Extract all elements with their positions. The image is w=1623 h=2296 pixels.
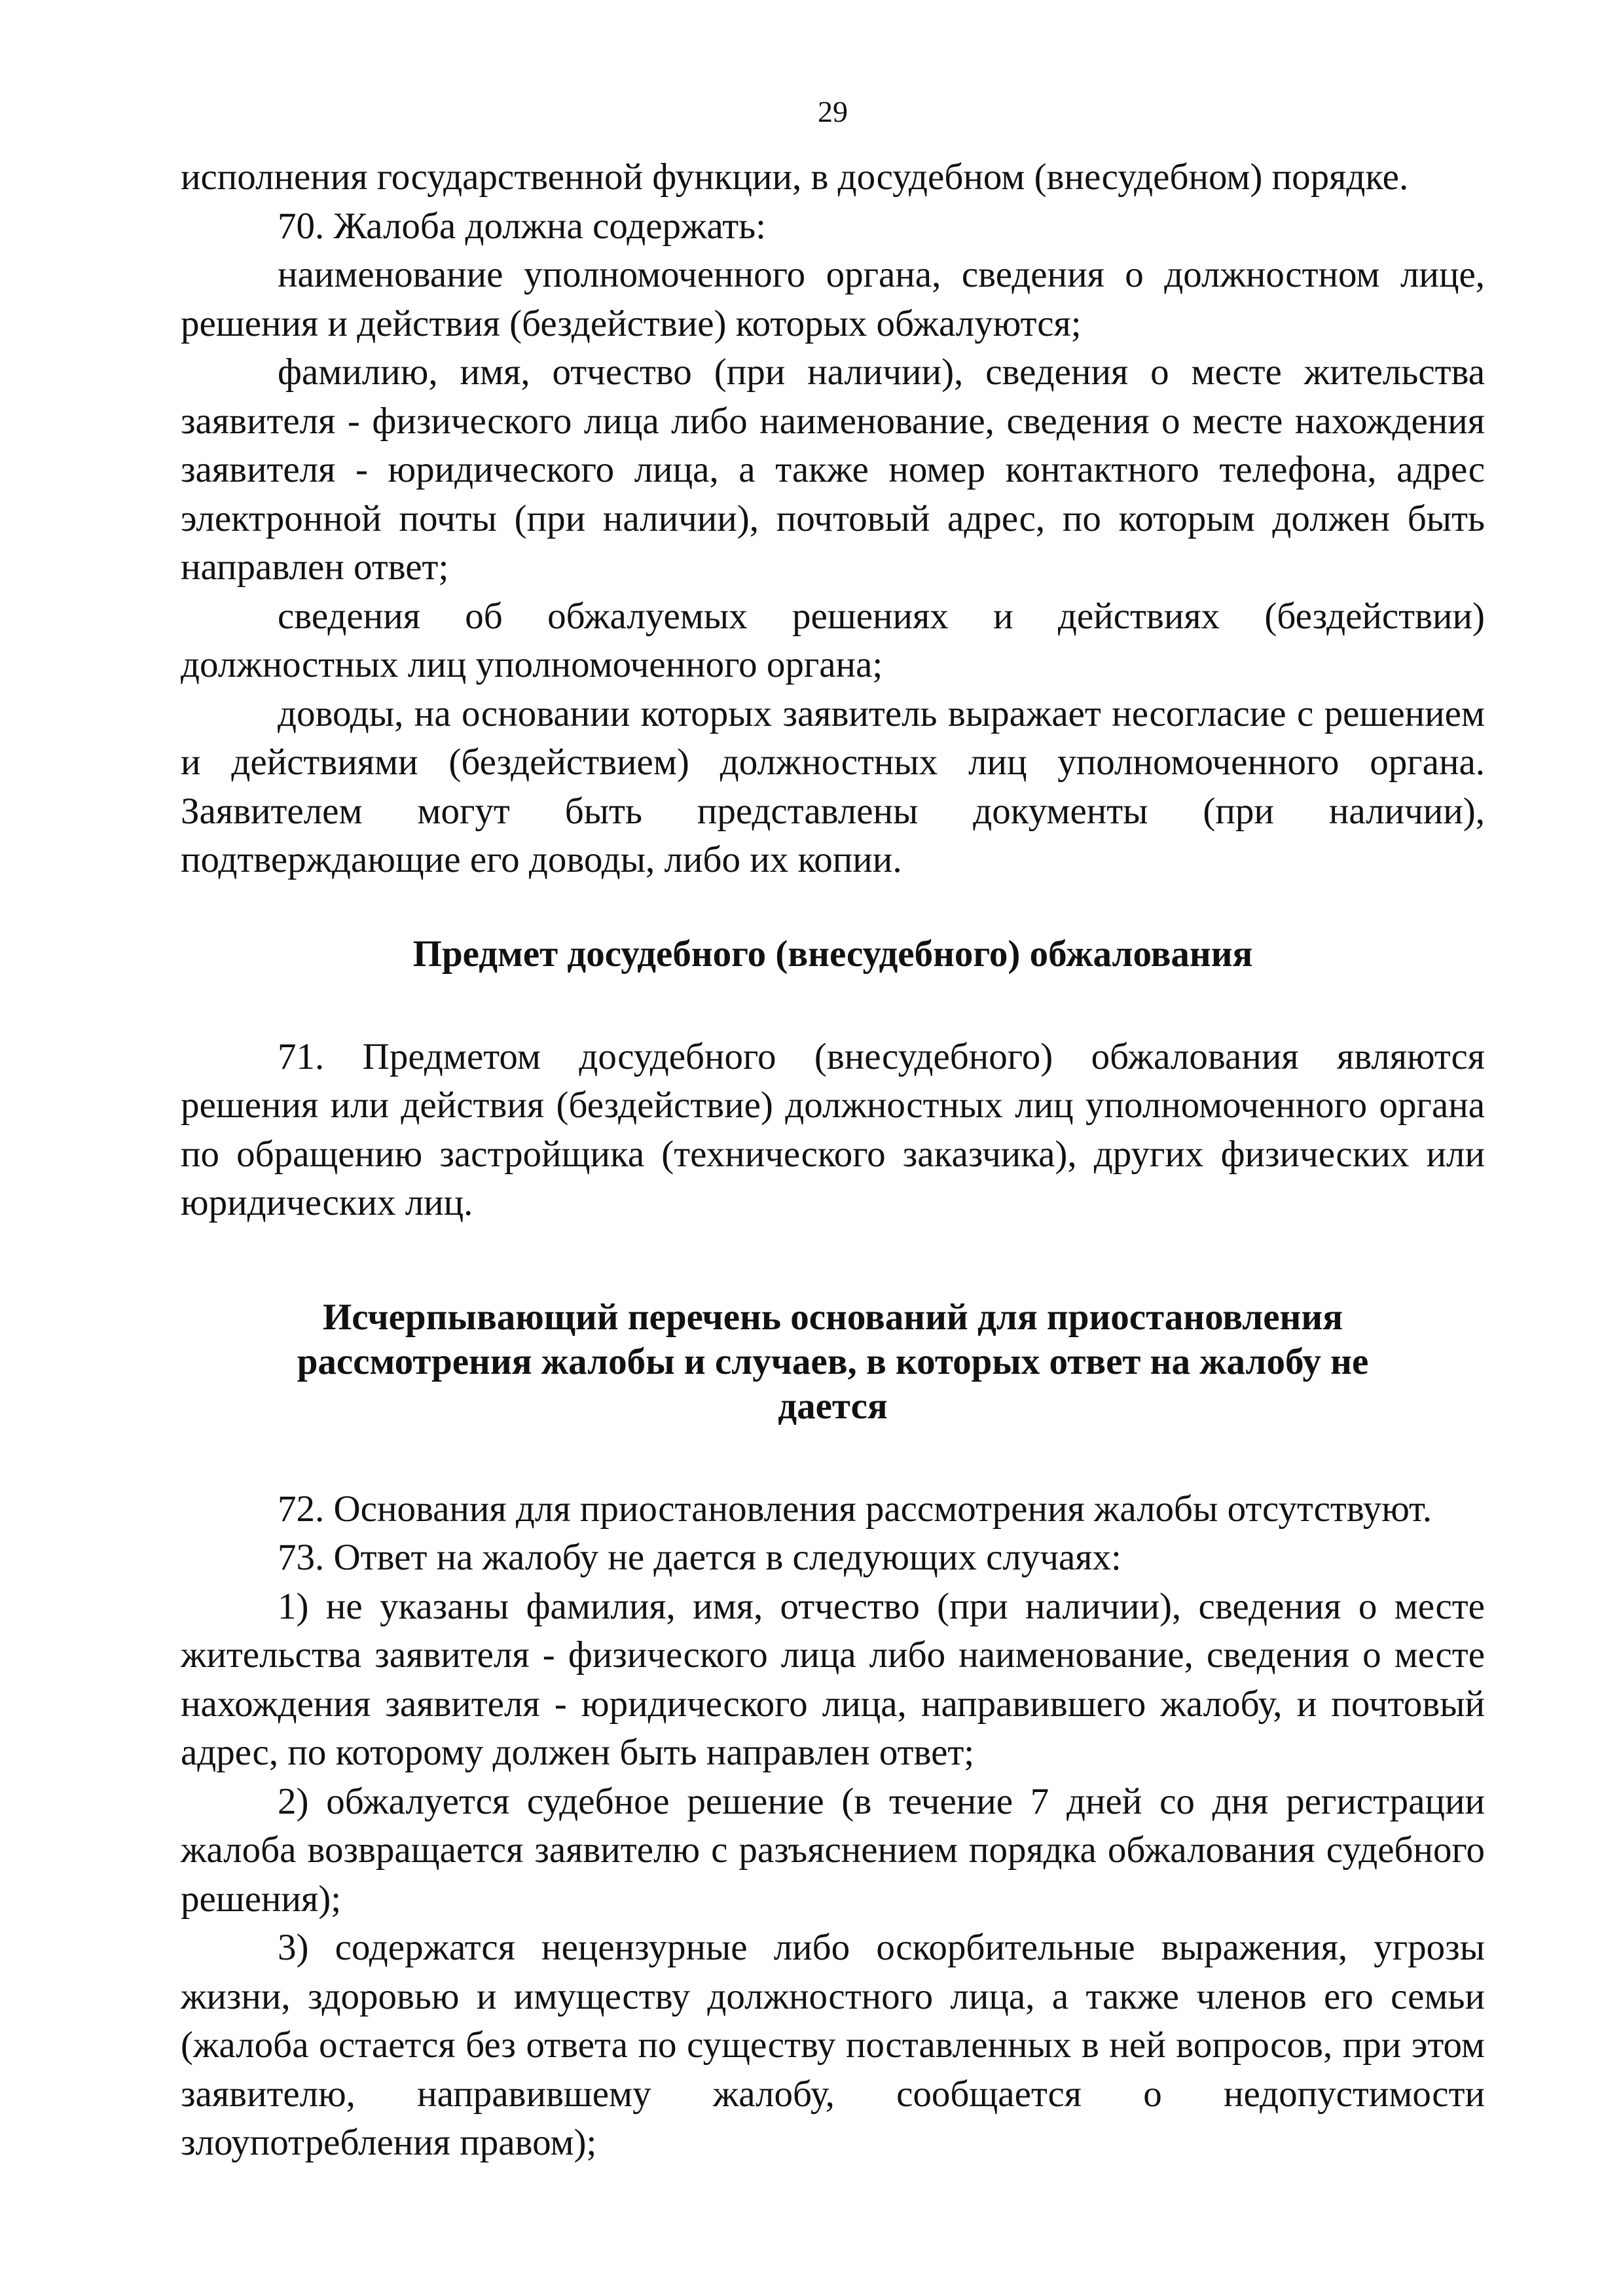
section-heading-grounds: Исчерпывающий перечень оснований для приостановления рассмотрения жалобы и случаев, в которых ответ на жалобу не дается [297, 1296, 1369, 1427]
paragraph-70: 70. Жалоба должна содержать: [278, 205, 766, 247]
paragraph-73-case-1: 1) не указаны фамилия, имя, отчество (при наличии), сведения о месте жительства заявителя - физического лица либо наименование, сведения о месте нахождения заявителя - юридического лица, направившего жалобу, и почтовый адрес, по которому должен быть направлен ответ; [181, 1585, 1485, 1773]
paragraph-70-item-3: сведения об обжалуемых решениях и действиях (бездействии) должностных лиц уполномоченного органа; [181, 595, 1485, 685]
paragraph-continuation: исполнения государственной функции, в досудебном (внесудебном) порядке. [181, 156, 1409, 198]
page-number: 29 [818, 95, 848, 128]
paragraph-73: 73. Ответ на жалобу не дается в следующих случаях: [278, 1537, 1122, 1578]
document-body [181, 153, 1485, 2168]
paragraph-70-item-1: наименование уполномоченного органа, сведения о должностном лице, решения и действия (бездействие) которых обжалуются; [181, 254, 1485, 344]
paragraph-73-case-2: 2) обжалуется судебное решение (в течение 7 дней со дня регистрации жалоба возвращается заявителю с разъяснением порядка обжалования судебного решения); [181, 1780, 1485, 1920]
section-heading-subject: Предмет досудебного (внесудебного) обжалования [412, 933, 1253, 975]
paragraph-70-item-4: доводы, на основании которых заявитель выражает несогласие с решением и действиями (бездействием) должностных лиц уполномоченного органа. Заявителем могут быть представлены документы (при наличии), подтверждающие его доводы, либо их копии. [181, 692, 1485, 880]
paragraph-70-item-2: фамилию, имя, отчество (при наличии), сведения о месте жительства заявителя - физического лица либо наименование, сведения о месте нахождения заявителя - юридического лица, а также номер контактного телефона, адрес электронной почты (при наличии), почтовый адрес, по которым должен быть направлен ответ; [181, 351, 1485, 588]
paragraph-72: 72. Основания для приостановления рассмотрения жалобы отсутствуют. [278, 1488, 1432, 1530]
paragraph-73-case-3: 3) содержатся нецензурные либо оскорбительные выражения, угрозы жизни, здоровью и имуществу должностного лица, а также членов его семьи (жалоба остается без ответа по существу поставленных в ней вопросов, при этом заявителю, направившему жалобу, сообщается о недопустимости злоупотребления правом); [181, 1927, 1485, 2163]
paragraph-71: 71. Предметом досудебного (внесудебного) обжалования являются решения или действия (бездействие) должностных лиц уполномоченного органа по обращению застройщика (технического заказчика), других физических или юридических лиц. [181, 1035, 1485, 1223]
